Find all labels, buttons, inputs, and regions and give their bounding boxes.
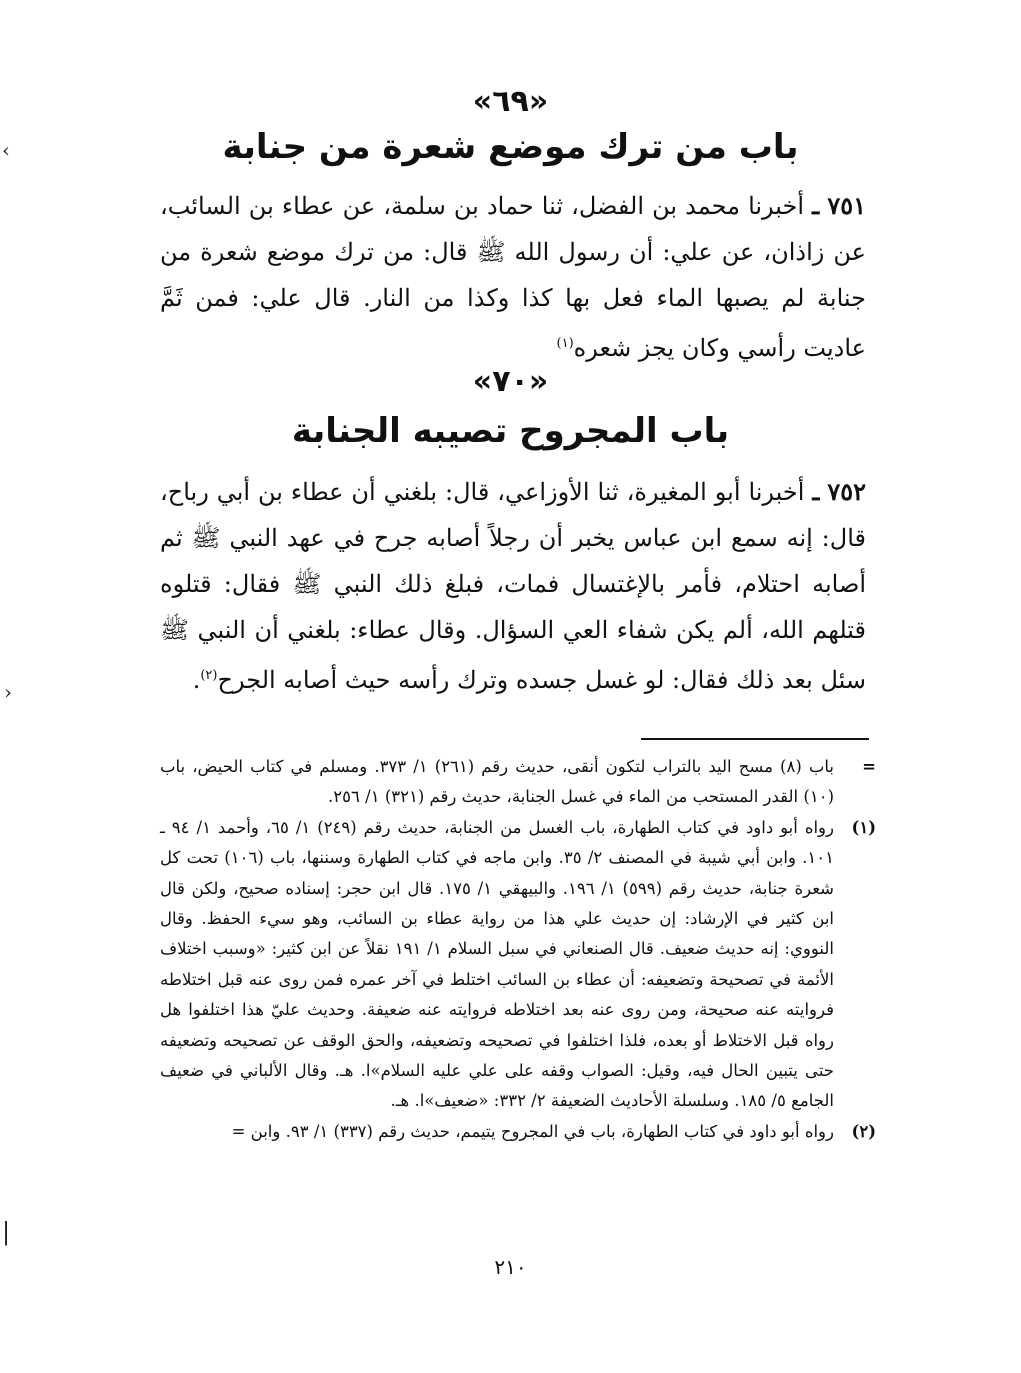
hadith-dash: ـ bbox=[812, 191, 820, 220]
chapter-number: «٧٠» bbox=[472, 364, 549, 399]
scan-edge-mark: › bbox=[2, 138, 10, 162]
hadith-paragraph bbox=[160, 183, 866, 371]
hadith-paragraph bbox=[160, 469, 866, 703]
hadith-number: ٧٥٢ bbox=[827, 477, 866, 506]
hadith-number: ٧٥١ bbox=[827, 191, 866, 220]
chapter-title: باب من ترك موضع شعرة من جنابة bbox=[222, 127, 799, 167]
chapter-number: «٦٩» bbox=[472, 84, 549, 119]
footnote-reference: (١) bbox=[556, 336, 574, 351]
footnote-mark: (٢) bbox=[851, 1121, 876, 1141]
footnote-mark: = bbox=[862, 757, 876, 776]
chapter-title: باب المجروح تصيبه الجنابة bbox=[291, 411, 730, 451]
hadith-end: . bbox=[192, 666, 201, 694]
footnote-text: رواه أبو داود في كتاب الطهارة، باب في المجروح يتيمم، حديث رقم (٣٣٧) ١/ ٩٣. وابن = bbox=[231, 1121, 834, 1141]
footnote-text: رواه أبو داود في كتاب الطهارة، باب الغسل من الجنابة، حديث رقم (٢٤٩) ١/ ٦٥، وأحمد ١/ ٩٤ ـ ١٠١. وابن أبي شيبة في المصنف ٢/ ٣٥. وابن ماجه في كتاب الطهارة وسننها، باب (١٠٦) تحت كل شعرة جنابة، حديث رقم (٥٩٩) ١/ ١٩٦. والبيهقي ١/ ١٧٥. قال ابن حجر: إسناده صحيح، ولكن قال ابن كثير في الإرشاد: إن حديث علي هذا من رواية عطاء بن السائب، وهو سيء الحفظ. وقال النووي: إنه حديث ضعيف. قال الصنعاني في سبل السلام ١/ ١٩١ نقلاً عن ابن كثير: «وسبب اختلاف الأئمة في تصحيحة وتضعيفه: أن عطاء بن السائب اختلط في آخر عمره فمن روى عنه قبل اختلاطه فروايته عنه صحيحة، ومن روى عنه بعد اختلاطه فروايته عنه ضعيفة. وحديث عليّ هذا اختلفوا هل رواه قبل الاختلاط أو بعده، فلذا اختلفوا في تصحيحه وتضعيفه، والحق الوقف عن تصحيحه وتضعيفه حتى يتبين الحال فيه، وقيل: الصواب وقفه على علي عليه السلام»ا. هـ. وقال الألباني في ضعيف الجامع ٥/ ١٨٥. وسلسلة الأحاديث الضعيفة ٢/ ٣٣٢: «ضعيف»ا. هـ. bbox=[160, 817, 835, 1111]
hadith-text: أخبرنا محمد بن الفضل، ثنا حماد بن سلمة، عن عطاء بن السائب، عن زاذان، عن علي: أن رسول الله ﷺ قال: من ترك موضع شعرة من جنابة لم يصبها الماء فعل بها كذا وكذا من النار. قال علي: فمن ثَمَّ عاديت رأسي وكان يجز شعره bbox=[160, 192, 866, 362]
page-number: ٢١٠ bbox=[494, 1255, 527, 1279]
scan-edge-mark: | bbox=[2, 1218, 11, 1246]
footnote-divider bbox=[641, 738, 869, 740]
footnote bbox=[160, 1117, 876, 1147]
hadith-dash: ـ bbox=[812, 477, 820, 506]
footnote-reference: (٢) bbox=[200, 668, 218, 683]
footnote-text: باب (٨) مسح اليد بالتراب لتكون أنقى، حديث رقم (٢٦١) ١/ ٣٧٣. ومسلم في كتاب الحيض، باب (١٠) القدر المستحب من الماء في غسل الجنابة، حديث رقم (٣٢١) ١/ ٢٥٦. bbox=[160, 757, 834, 807]
hadith-text: أخبرنا أبو المغيرة، ثنا الأوزاعي، قال: بلغني أن عطاء بن أبي رباح، قال: إنه سمع ابن عباس يخبر أن رجلاً أصابه جرح في عهد النبي ﷺ ثم أصابه احتلام، فأمر بالإغتسال فمات، فبلغ ذلك النبي ﷺ فقال: قتلوه قتلهم الله، ألم يكن شفاء العي السؤال. وقال عطاء: بلغني أن النبي ﷺ سئل بعد ذلك فقال: لو غسل جسده وترك رأسه حيث أصابه الجرح bbox=[160, 478, 866, 694]
footnote-mark: (١) bbox=[851, 817, 876, 837]
scan-edge-mark: ‹ bbox=[4, 680, 12, 704]
footnote bbox=[160, 752, 876, 813]
footnotes bbox=[160, 752, 876, 1147]
footnote bbox=[160, 813, 876, 1117]
